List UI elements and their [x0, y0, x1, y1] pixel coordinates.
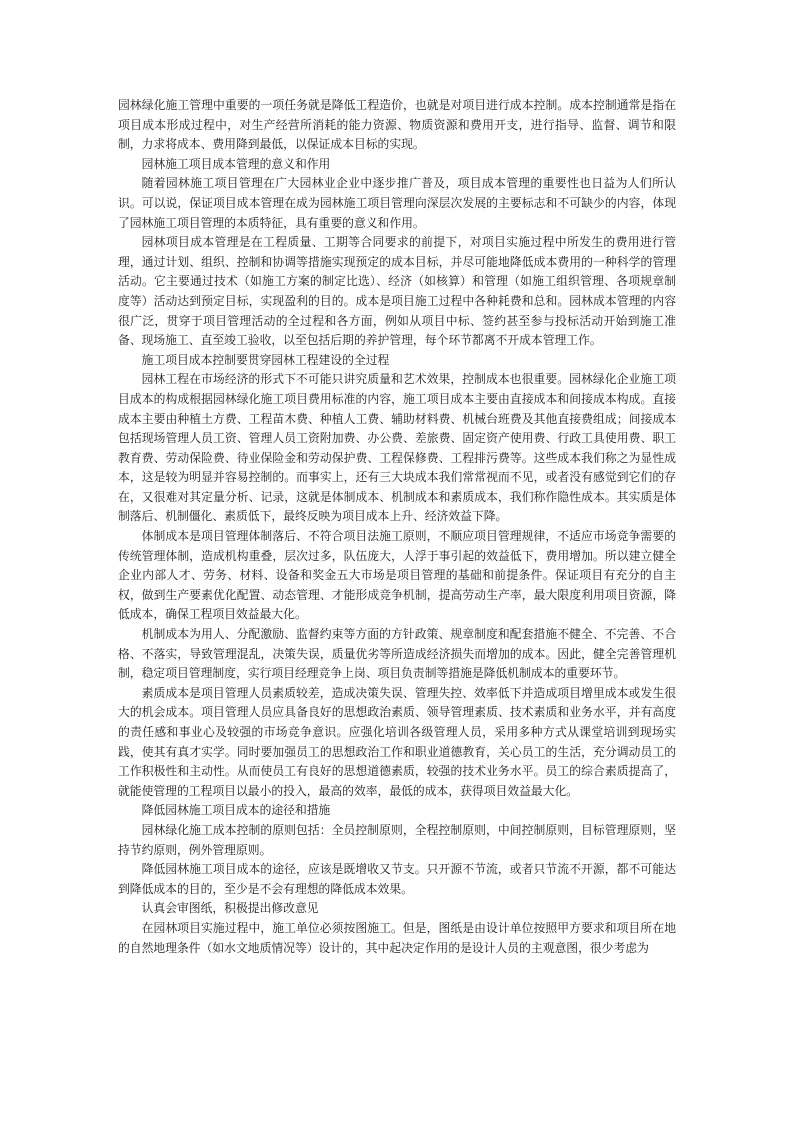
paragraph: 园林工程在市场经济的形式下不可能只讲究质量和艺术效果，控制成本也很重要。园林绿化企业施工项目成本的构成根据园林绿化施工项目费用标准的内容，施工项目成本主要由直接成本和间接成本构成。直接成本主要由种植土方费、工程苗木费、种植人工费、辅助材料费、机械台班费及其他直接费组成；间接成本包括现场管理人员工资、管理人员工资附加费、办公费、差旅费、固定资产使用费、行政工具使用费、职工教育费、劳动保险费、待业保险金和劳动保护费、工程保修费、工程排污费等。这些成本我们称之为显性成本，这是较为明显并容易控制的。而事实上，还有三大块成本我们常常视而不见，或者没有感觉到它们的存在，又很难对其定量分析、记录，这就是体制成本、机制成本和素质成本，我们称作隐性成本。其实质是体制落后、机制僵化、素质低下，最终反映为项目成本上升、经济效益下降。	[118, 372, 676, 524]
section-heading: 认真会审图纸，积极提出修改意见	[141, 901, 319, 916]
paragraph: 机制成本为用人、分配激励、监督约束等方面的方针政策、规章制度和配套措施不健全、不完善、不合格、不落实，导致管理混乱，决策失误，质量优劣等所造成经济损失而增加的成本。因此，健全完善管理机制，稳定项目管理制度，实行项目经理竞争上岗、项目负责制等措施是降低机制成本的重要环节。	[118, 627, 676, 681]
paragraph: 降低园林施工项目成本的途径，应该是既增收又节支。只开源不节流，或者只节流不开源，都不可能达到降低成本的目的，至少是不会有理想的降低成本效果。	[118, 862, 676, 896]
document-body	[118, 96, 676, 958]
section-heading: 降低园林施工项目成本的途径和措施	[141, 803, 331, 818]
paragraph: 随着园林施工项目管理在广大园林业企业中逐步推广普及，项目成本管理的重要性也日益为人们所认识。可以说，保证项目成本管理在成为园林施工项目管理向深层次发展的主要标志和不可缺少的内容，体现了园林施工项目管理的本质特征，具有重要的意义和作用。	[118, 176, 676, 230]
section-heading: 施工项目成本控制要贯穿园林工程建设的全过程	[141, 352, 390, 367]
paragraph: 园林绿化施工管理中重要的一项任务就是降低工程造价，也就是对项目进行成本控制。成本控制通常是指在项目成本形成过程中，对生产经营所消耗的能力资源、物质资源和费用开支，进行指导、监督、调节和限制，力求将成本、费用降到最低，以保证成本目标的实现。	[118, 98, 676, 152]
paragraph: 素质成本是项目管理人员素质较差，造成决策失误、管理失控、效率低下并造成项目增里成本或发生很大的机会成本。项目管理人员应具备良好的思想政治素质、领导管理素质、技术素质和业务水平，并有高度的责任感和事业心及较强的市场竞争意识。应强化培训各级管理人员，采用多种方式从课堂培训到现场实践，使其有真才实学。同时要加强员工的思想政治工作和职业道德教育，关心员工的生活，充分调动员工的工作积极性和主动性。从而使员工有良好的思想道德素质，较强的技术业务水平。员工的综合素质提高了，就能使管理的工程项目以最小的投入，最高的效率，最低的成本，获得项目效益最大化。	[118, 685, 676, 798]
paragraph: 园林项目成本管理是在工程质量、工期等合同要求的前提下，对项目实施过程中所发生的费用进行管理，通过计划、组织、控制和协调等措施实现预定的成本目标，并尽可能地降低成本费用的一种科学的管理活动。它主要通过技术（如施工方案的制定比选）、经济（如核算）和管理（如施工组织管理、各项规章制度等）活动达到预定目标，实现盈利的目的。成本是项目施工过程中各种耗费和总和。园林成本管理的内容很广泛，贯穿于项目管理活动的全过程和各方面，例如从项目中标、签约甚至参与投标活动开始到施工准备、现场施工、直至竣工验收，以至包括后期的养护管理，每个环节都离不开成本管理工作。	[118, 235, 676, 348]
paragraph: 在园林项目实施过程中，施工单位必须按图施工。但是，图纸是由设计单位按照甲方要求和项目所在地的自然地理条件（如水文地质情况等）设计的，其中起决定作用的是设计人员的主观意图，很少考虑为	[118, 920, 676, 955]
paragraph: 体制成本是项目管理体制落后、不符合项目法施工原则，不顺应项目管理规律，不适应市场竞争需要的传统管理体制，造成机构重叠，层次过多，队伍庞大，人浮于事引起的效益低下，费用增加。所以建立健全企业内部人才、劳务、材料、设备和奖金五大市场是项目管理的基础和前提条件。保证项目有充分的自主权，做到生产要素优化配置、动态管理、才能形成竞争机制，提高劳动生产率，最大限度利用项目资源，降低成本，确保工程项目效益最大化。	[118, 529, 676, 622]
paragraph: 园林绿化施工成本控制的原则包括：全员控制原则，全程控制原则，中间控制原则，目标管理原则，坚持节约原则，例外管理原则。	[118, 822, 676, 857]
section-heading: 园林施工项目成本管理的意义和作用	[141, 156, 331, 171]
